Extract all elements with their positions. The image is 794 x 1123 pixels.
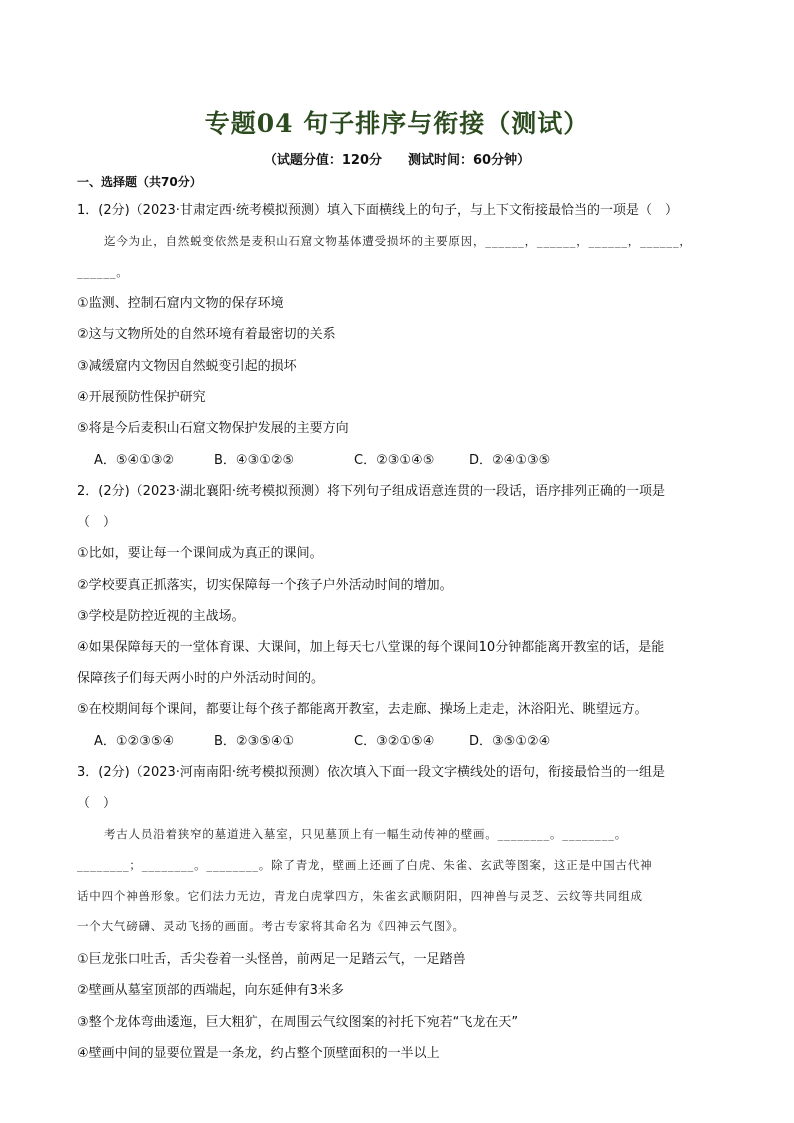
section-heading: 一、选择题（共70分） — [77, 175, 202, 189]
q2-stem-line-2: （ ） — [77, 515, 117, 530]
q2-choices — [94, 730, 550, 749]
q1-passage-line-1: 迄今为止，自然蜕变依然是麦积山石窟文物基体遭受损坏的主要原因，______，______，______，______， — [104, 234, 692, 248]
q2-choice-d[interactable]: D．③⑤①②④ — [469, 734, 551, 749]
q2-option-5: ⑤在校期间每个课间，都要让每个孩子都能离开教室，去走廊、操场上走走，沐浴阳光、眺望远方。 — [77, 702, 648, 717]
q2-stem-line-1: 2．(2分)（2023·湖北襄阳·统考模拟预测）将下列句子组成语意连贯的一段话，语序排列正确的一项是 — [77, 484, 666, 499]
q3-stem-line-1: 3．(2分)（2023·河南南阳·统考模拟预测）依次填入下面一段文字横线处的语句，衔接最恰当的一组是 — [77, 765, 666, 780]
q1-option-4: ④开展预防性保护研究 — [77, 390, 206, 405]
q3-option-1: ①巨龙张口吐舌，舌尖卷着一头怪兽，前两足一足踏云气，一足踏兽 — [77, 952, 466, 967]
q1-stem: 1．(2分)（2023·甘肃定西·统考模拟预测）填入下面横线上的句子，与上下文衔接最恰当的一项是（ ） — [77, 203, 679, 218]
q3-stem-line-2: （ ） — [77, 796, 117, 811]
q3-passage-line-3: 话中四个神兽形象。它们法力无边，青龙白虎掌四方，朱雀玄武顺阴阳，四神兽与灵芝、云纹等共同组成 — [77, 889, 643, 903]
q2-choice-b[interactable]: B．②③⑤④① — [214, 734, 295, 749]
q2-option-3: ③学校是防控近视的主战场。 — [77, 609, 245, 624]
q2-option-4: ④如果保障每天的一堂体育课、大课间，加上每天七八堂课的每个课间10分钟都能离开教室的话，是能 — [77, 640, 665, 655]
q3-passage-line-4: 一个大气磅礴、灵动飞扬的画面。考古专家将其命名为《四神云气图》。 — [77, 919, 465, 933]
q2-choice-c[interactable]: C．③②①⑤④ — [354, 734, 435, 749]
q2-choice-a[interactable]: A．①②③⑤④ — [94, 734, 175, 749]
q2-option-4-cont: 保障孩子们每天两小时的户外活动时间的。 — [77, 671, 325, 686]
q1-choice-b[interactable]: B．④③①②⑤ — [214, 453, 295, 468]
q1-passage-line-2: ______。 — [77, 265, 129, 279]
q1-option-2: ②这与文物所处的自然环境有着最密切的关系 — [77, 327, 336, 342]
q1-choice-d[interactable]: D．②④①③⑤ — [469, 453, 551, 468]
q1-option-5: ⑤将是今后麦积山石窟文物保护发展的主要方向 — [77, 421, 349, 436]
exam-info — [0, 149, 794, 168]
q3-passage-line-1: 考古人员沿着狭窄的墓道进入墓室，只见墓顶上有一幅生动传神的壁画。________。________。 — [104, 827, 627, 841]
page-title: 专题04 句子排序与衔接（测试） — [204, 109, 590, 138]
q1-option-1: ①监测、控制石窟内文物的保存环境 — [77, 296, 284, 311]
q3-option-4: ④壁画中间的显要位置是一条龙，约占整个顶壁面积的一半以上 — [77, 1046, 440, 1061]
q3-option-2: ②壁画从墓室顶部的西端起，向东延伸有3米多 — [77, 983, 344, 998]
score-info: （试题分值：120分 — [263, 153, 383, 168]
q1-option-3: ③减缓窟内文物因自然蜕变引起的损坏 — [77, 359, 297, 374]
q2-option-2: ②学校要真正抓落实，切实保障每一个孩子户外活动时间的增加。 — [77, 578, 453, 593]
q1-choices — [94, 449, 550, 468]
q1-choice-c[interactable]: C．②③①④⑤ — [354, 453, 435, 468]
q3-passage-line-2: ________；________。________。除了青龙，壁画上还画了白虎、朱雀、玄武等图案，这正是中国古代神 — [77, 858, 653, 872]
q1-choice-a[interactable]: A．⑤④①③② — [94, 453, 175, 468]
q3-option-3: ③整个龙体弯曲逶迤，巨大粗犷，在周围云气纹图案的衬托下宛若“飞龙在天” — [77, 1015, 519, 1030]
time-info: 测试时间：60分钟） — [408, 153, 531, 168]
q2-option-1: ①比如，要让每一个课间成为真正的课间。 — [77, 546, 323, 561]
